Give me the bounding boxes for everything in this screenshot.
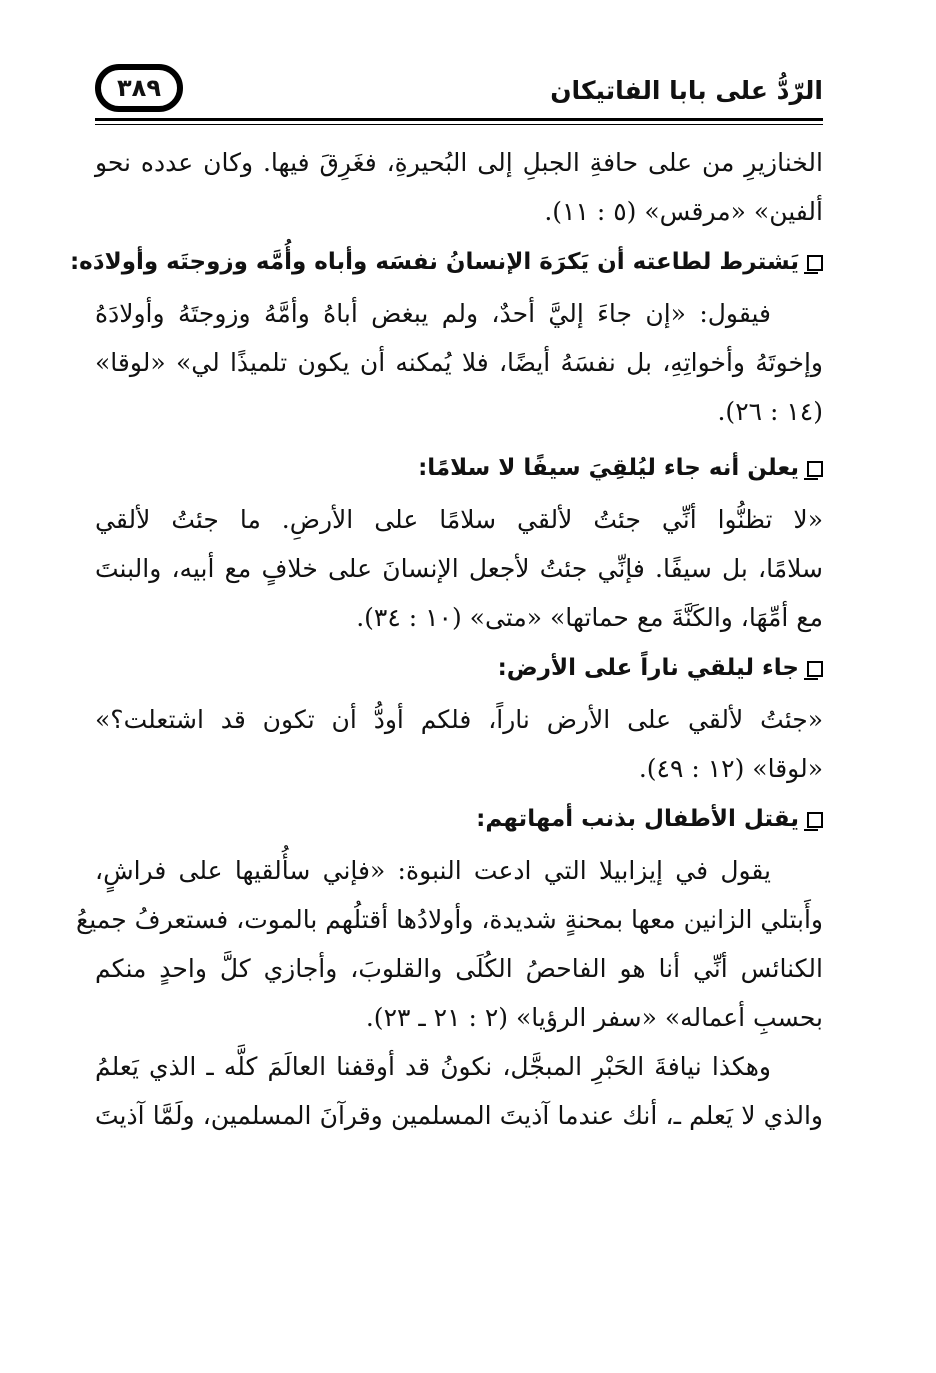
p3-line-1: «لا تظنُّوا أنِّي جئتُ لألقي سلامًا على الأرضِ. ما جئتُ لألقي: [95, 505, 823, 534]
p2-line-2: وإخوتَهُ وأخواتِهِ، بل نفسَهُ أيضًا، فلا يُمكنه أن يكون تلميذًا لي» «لوقا»: [95, 348, 823, 377]
p4-line-2: «لوقا» (١٢ : ٤٩).: [638, 754, 823, 783]
heading-1-text: يَشترط لطاعته أن يَكرَهَ الإنسانُ نفسَه وأباه وأُمَّه وزوجتَه وأولادَه:: [69, 249, 799, 275]
p3-line-3: مع أمِّهَا، والكَنَّةَ مع حماتها» «متى» (١٠ : ٣٤).: [356, 603, 823, 632]
page-header: [95, 62, 823, 124]
header-rule-thin: [95, 124, 823, 125]
page-number: ٣٨٩: [117, 74, 161, 102]
p2-line-1: فيقول: «إن جاءَ إليَّ أحدٌ، ولم يبغض أباهُ وأمَّهُ وزوجتَهُ وأولادَهُ: [95, 299, 771, 328]
heading-4-text: يقتل الأطفال بذنب أمهاتهم:: [476, 806, 799, 832]
page-body: [69, 138, 823, 1140]
square-bullet-icon: [807, 661, 823, 677]
p5-line-4: بحسبِ أعماله» «سفر الرؤيا» (٢ : ٢١ ـ ٢٣).: [365, 1003, 823, 1032]
running-title: الرّدُّ على بابا الفاتيكان: [550, 76, 823, 105]
section-heading-3: [95, 642, 823, 695]
section-heading-1: [69, 236, 823, 289]
p5-line-2: وأَبتلي الزانين معها بمحنةٍ شديدة، وأولادُها أقتلُهم بالموت، فستعرفُ جميعُ: [75, 905, 823, 934]
p6-line-1: وهكذا نيافةَ الحَبْرِ المبجَّل، نكونُ قد أوقفنا العالَمَ كلَّه ـ الذي يَعلمُ: [95, 1052, 771, 1081]
heading-3-text: جاء ليلقي ناراً على الأرض:: [497, 655, 799, 681]
p1-line-1: الخنازيرِ من على حافةِ الجبلِ إلى البُحيرةِ، فغَرِقَ فيها. وكان عدده نحو: [95, 148, 823, 177]
p4-line-1: «جئتُ لألقي على الأرض ناراً، فلكم أودُّ أن تكون قد اشتعلت؟»: [95, 705, 823, 734]
page-number-badge: [95, 64, 183, 112]
p2-line-3: (١٤ : ٢٦).: [717, 397, 823, 426]
heading-2-text: يعلن أنه جاء ليُلقِيَ سيفًا لا سلامًا:: [418, 455, 799, 481]
section-heading-2: [95, 442, 823, 495]
square-bullet-icon: [807, 812, 823, 828]
header-rule-thick: [95, 118, 823, 121]
p6-line-2: والذي لا يَعلم ـ، أنك عندما آذيتَ المسلمين وقرآنَ المسلمين، ولَمَّا آذيتَ: [95, 1101, 823, 1130]
p5-line-3: الكنائس أنِّي أنا هو الفاحصُ الكُلَى والقلوبَ، وأجازي كلَّ واحدٍ منكم: [95, 954, 823, 983]
p3-line-2: سلامًا، بل سيفًا. فإنِّي جئتُ لأجعل الإنسانَ على خلافٍ مع أبيه، والبنتَ: [95, 554, 823, 583]
square-bullet-icon: [807, 461, 823, 477]
p5-line-1: يقول في إيزابيلا التي ادعت النبوة: «فإني سأُلقيها على فراشٍ،: [95, 856, 771, 885]
p1-line-2: ألفين» «مرقس» (٥ : ١١).: [544, 197, 823, 226]
section-heading-4: [95, 793, 823, 846]
square-bullet-icon: [807, 255, 823, 271]
